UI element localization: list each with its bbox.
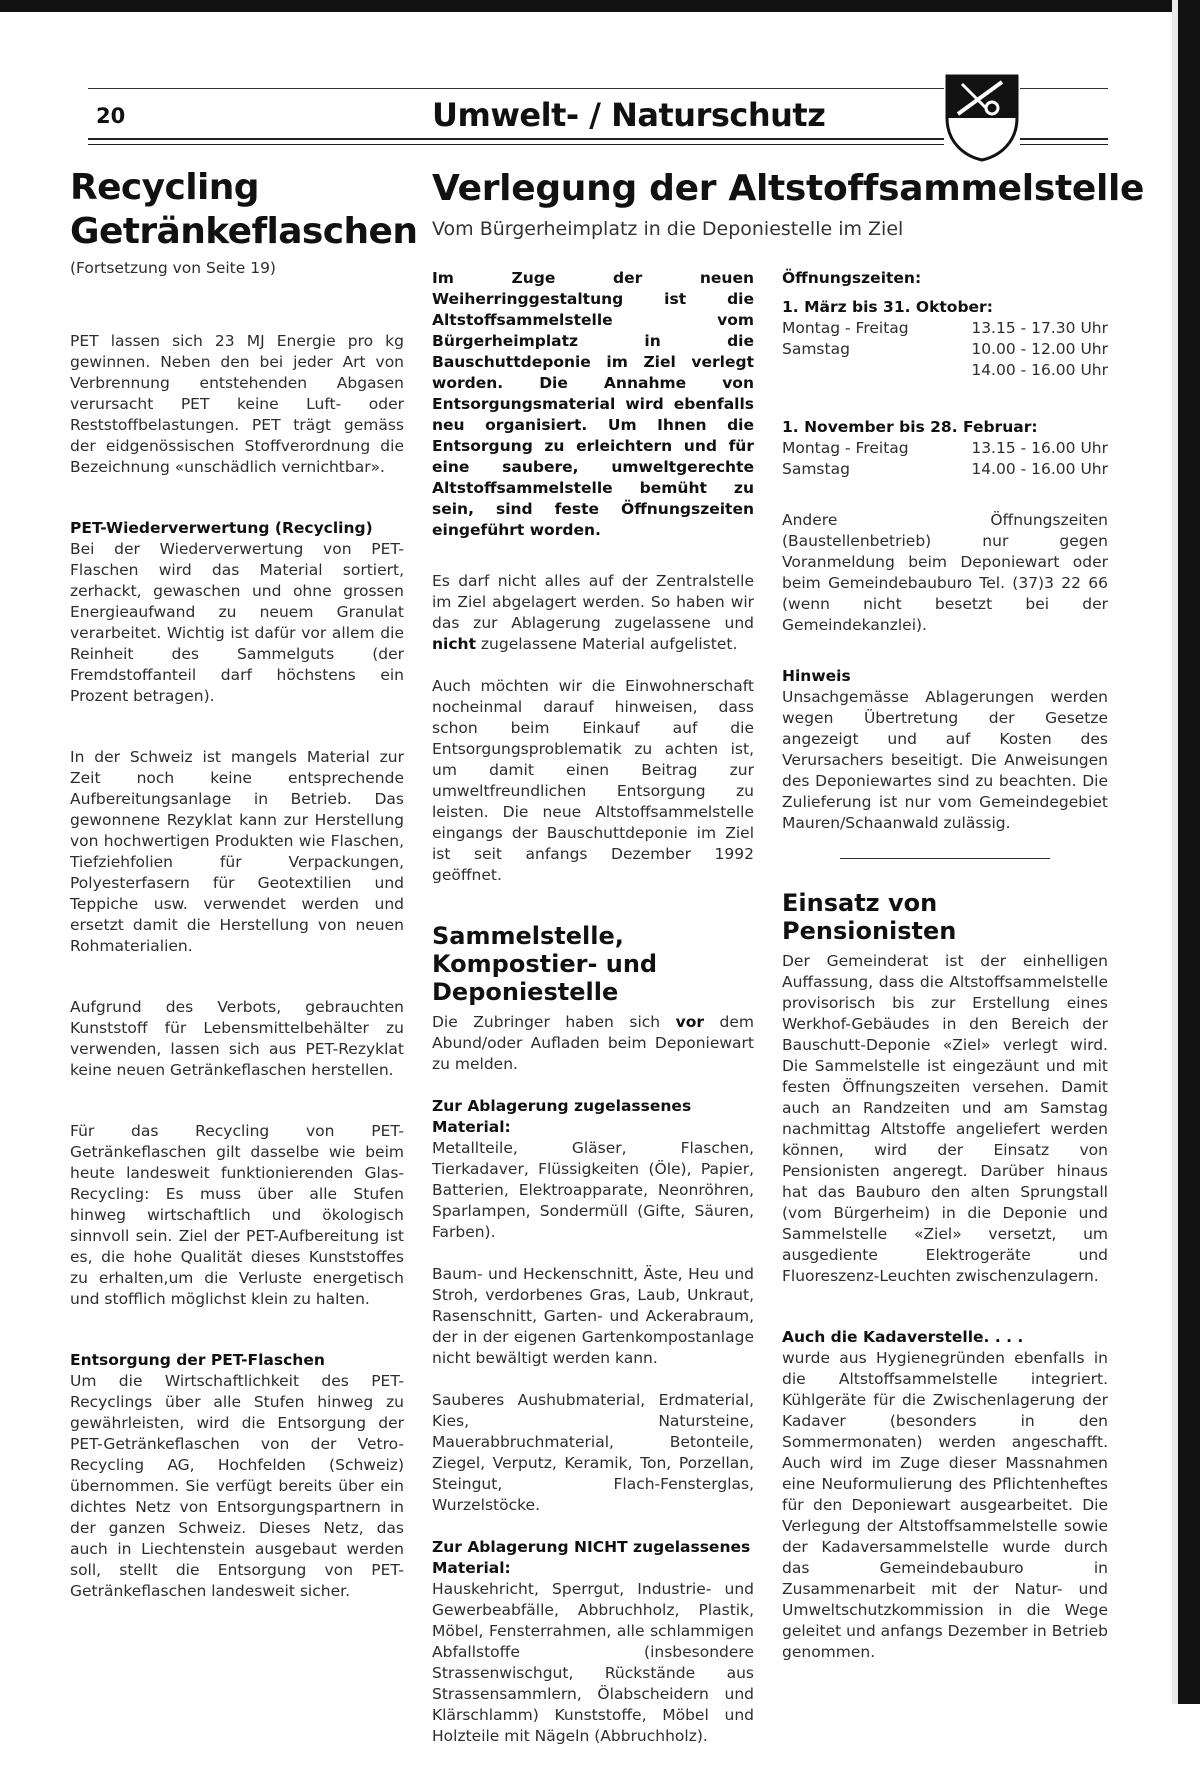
- paragraph: Aufgrund des Verbots, gebrauchten Kunststoff für Lebensmittelbehälter zu verwenden, lassen sich aus PET-Rezyklat keine neuen Getränkeflaschen herstellen.: [70, 998, 404, 1079]
- paragraph: Baum- und Heckenschnitt, Äste, Heu und Stroh, verdorbenes Gras, Laub, Unkraut, Rasenschnitt, Garten- und Ackerabraum, der in der eigenen Gartenkompostanlage nicht bewältigt werden kann.: [432, 1265, 754, 1367]
- right-column: [782, 268, 1108, 1684]
- paragraph: Für das Recycling von PET-Getränkeflaschen gilt dasselbe wie beim heute landesweit funktionierenden Glas-Recycling: Es muss über alle Stufen hinweg wirtschaftlich und ökologisch sinnvoll sein. Ziel der PET-Aufbereitung ist es, die hohe Qualität dieses Kunststoffes zu erhalten,um die Verluste energetisch und stofflich möglichst klein zu halten.: [70, 1122, 404, 1308]
- subheading-zugelassen: Zur Ablagerung zugelassenes Material:: [432, 1097, 692, 1136]
- section-divider: [840, 858, 1050, 859]
- hours-time: 10.00 - 12.00 Uhr: [971, 340, 1108, 358]
- header-rule-right-top: [1020, 88, 1108, 89]
- hours-day: Montag - Freitag: [782, 319, 909, 337]
- subheading-sammelstelle: Sammelstelle, Kompostier- und Deponiestelle: [432, 922, 658, 1006]
- paragraph: Bei der Wiederverwertung von PET-Flaschen wird das Material sortiert, zerhackt, gewaschen und ohne grossen Energieaufwand zu neuem Granulat verarbeitet. Wichtig ist dafür vor allem die Reinheit des Sammelguts (der Fremdstoffanteil darf höchstens ein Prozent betragen).: [70, 540, 404, 705]
- section-title: Umwelt- / Naturschutz: [432, 96, 826, 134]
- hours-row: [782, 318, 1108, 339]
- hours-time: 14.00 - 16.00 Uhr: [971, 460, 1108, 478]
- period-summer: 1. März bis 31. Oktober:: [782, 298, 993, 316]
- text-run: Die Zubringer haben sich: [432, 1013, 676, 1031]
- hours-title: Öffnungszeiten:: [782, 269, 922, 287]
- paragraph: Metallteile, Gläser, Flaschen, Tierkadaver, Flüssigkeiten (Öle), Papier, Batterien, Elektroapparate, Neonröhren, Sparlampen, Sondermüll (Gifte, Säuren, Farben).: [432, 1139, 754, 1241]
- hours-row: [782, 459, 1108, 480]
- scan-border-right: [1178, 0, 1200, 1704]
- left-article-title: [70, 166, 417, 254]
- hours-row: [782, 339, 1108, 360]
- hours-time: 14.00 - 16.00 Uhr: [971, 361, 1108, 379]
- hours-day: [782, 360, 962, 381]
- hours-day: Montag - Freitag: [782, 439, 909, 457]
- hours-time: 13.15 - 17.30 Uhr: [971, 319, 1108, 337]
- paragraph: Andere Öffnungszeiten (Baustellenbetrieb) nur gegen Voranmeldung beim Deponiewart oder beim Gemeindebauburo Tel. (37)3 22 66 (wenn nicht besetzt bei der Gemeindekanzlei).: [782, 511, 1108, 634]
- hours-day: Samstag: [782, 460, 850, 478]
- paragraph: [432, 1012, 754, 1075]
- paragraph: In der Schweiz ist mangels Material zur Zeit noch keine entsprechende Aufbereitungsanlage in Betrieb. Das gewonnene Rezyklat kann zur Herstellung von hochwertigen Produkten wie Flaschen, Tiefziehfolien für Verpackungen, Polyesterfasern für Geotextilien und Teppiche usw. verwendet werden und ersetzt damit die Herstellung von neuen Rohmaterialien.: [70, 748, 404, 955]
- paragraph: Um die Wirtschaftlichkeit des PET-Recyclings über alle Stufen hinweg zu gewährleisten, wird die Entsorgung der PET-Getränkeflaschen von der Vetro-Recycling AG, Hochfelden (Schweiz) übernommen. Sie verfügt bereits über ein dichtes Netz von Entsorgungspartnern in der ganzen Schweiz. Dieses Netz, das auch in Liechtenstein ausgebaut werden soll, stellt die Entsorgung von PET-Getränkeflaschen landesweit sicher.: [70, 1372, 404, 1600]
- hours-day: Samstag: [782, 340, 850, 358]
- header-rule-top: [88, 88, 944, 89]
- header-rule-right-bottom-thin: [1020, 144, 1108, 145]
- continuation-note: (Fortsetzung von Seite 19): [70, 259, 276, 277]
- subheading-kadaverstelle: Auch die Kadaverstelle. . . .: [782, 1328, 1024, 1346]
- subheading-nicht-zugelassen: Zur Ablagerung NICHT zugelassenes Material:: [432, 1538, 751, 1577]
- header-rule-bottom-thin: [88, 144, 944, 145]
- text-run-bold: nicht: [432, 635, 476, 653]
- left-title-line1: Recycling: [70, 167, 259, 208]
- period-winter: 1. November bis 28. Februar:: [782, 418, 1038, 436]
- subheading-pensionisten: Einsatz von Pensionisten: [782, 889, 957, 945]
- paragraph: PET lassen sich 23 MJ Energie pro kg gewinnen. Neben den bei jeder Art von Verbrennung entstehenden Abgasen verursacht PET keine Luft- oder Reststoffbelastungen. PET trägt gemäss der eidgenössischen Stoffverordnung die Bezeichnung «unschädlich vernichtbar».: [70, 332, 404, 476]
- paragraph: Unsachgemässe Ablagerungen werden wegen Übertretung der Gesetze angezeigt und auf Kosten des Verursachers beseitigt. Die Anweisungen des Deponiewartes sind zu beachten. Die Zulieferung ist nur vom Gemeindegebiet Mauren/Schaanwald zulässig.: [782, 688, 1108, 832]
- middle-column: [432, 268, 754, 1768]
- hours-row: [782, 438, 1108, 459]
- main-article-title: Verlegung der Altstoffsammelstelle: [432, 168, 1145, 209]
- text-run: Es darf nicht alles auf der Zentralstelle im Ziel abgelagert werden. So haben wir das zur Ablagerung zugelassene und: [432, 572, 754, 632]
- paragraph: Der Gemeinderat ist der einhelligen Auffassung, dass die Altstoffsammelstelle provisorisch bis zur Erstellung eines Werkhof-Gebäudes in den Bereich der Bauschutt-Deponie «Ziel» verlegt wird. Die Sammelstelle ist eingezäunt und mit festen Öffnungszeiten versehen. Damit auch an Randzeiten und am Samstag nachmittag Altstoffe angeliefert werden können, wird der Einsatz von Pensionisten angeregt. Darüber hinaus hat das Bauburo den alten Sprungstall (vom Bürgerheim) in die Deponie und Sammelstelle «Ziel» versetzt, um ausgediente Elektrogeräte und Fluoreszenz-Leuchten zwischenzulagern.: [782, 952, 1108, 1285]
- paragraph: [432, 571, 754, 655]
- subheading-entsorgung: Entsorgung der PET-Flaschen: [70, 1351, 325, 1369]
- paragraph: Hauskehricht, Sperrgut, Industrie- und Gewerbeabfälle, Abbruchholz, Plastik, Möbel, Fensterrahmen, alle schlammigen Abfallstoffe (insbesondere Strassenwischgut, Rückstände aus Strassensammlern, Ölabscheidern und Klärschlamm) Kunststoffe, Möbel und Holzteile mit Nägeln (Abbruchholz).: [432, 1580, 754, 1745]
- paragraph: Sauberes Aushubmaterial, Erdmaterial, Kies, Natursteine, Mauerabbruchmaterial, Betonteile, Ziegel, Verputz, Keramik, Ton, Porzellan, Steingut, Flach-Fensterglas, Wurzelstöcke.: [432, 1391, 754, 1514]
- hours-time: 13.15 - 16.00 Uhr: [971, 439, 1108, 457]
- lead-paragraph: Im Zuge der neuen Weiherringgestaltung ist die Altstoffsammelstelle vom Bürgerheimplatz in die Bauschuttdeponie im Ziel verlegt worden. Die Annahme von Entsorgungsmaterial wird ebenfalls neu organisiert. Um Ihnen die Entsorgung zu erleichtern und für eine saubere, umweltgerechte Altstoffsammelstelle bemüht zu sein, sind feste Öffnungszeiten eingeführt worden.: [432, 269, 754, 539]
- hours-row: [782, 360, 1108, 381]
- subheading-recycling: PET-Wiederverwertung (Recycling): [70, 519, 373, 537]
- coat-of-arms-icon: [944, 74, 1020, 162]
- paragraph: Auch möchten wir die Einwohnerschaft nocheinmal darauf hinweisen, dass schon beim Einkauf auf die Entsorgungsproblematik zu achten ist, um damit einen Beitrag zur umweltfreundlichen Entsorgung zu leisten. Die neue Altstoffsammelstelle eingangs der Bauschuttdeponie im Ziel ist seit anfangs Dezember 1992 geöffnet.: [432, 677, 754, 884]
- text-run-bold: vor: [675, 1013, 705, 1031]
- left-title-line2: Getränkeflaschen: [70, 211, 418, 252]
- scan-border-top: [0, 0, 1200, 12]
- header-rule-right-bottom: [1020, 138, 1108, 140]
- main-article-subtitle: Vom Bürgerheimplatz in die Deponiestelle im Ziel: [432, 218, 904, 240]
- header-rule-bottom: [88, 138, 944, 140]
- page-number: 20: [96, 104, 126, 128]
- left-column: [70, 258, 404, 1623]
- text-run: dem Abund/oder Aufladen beim Deponiewart zu melden.: [432, 1013, 755, 1073]
- paragraph: wurde aus Hygienegründen ebenfalls in die Altstoffsammelstelle integriert. Kühlgeräte für die Zwischenlagerung der Kadaver (besonders in den Sommermonaten) werden angeschafft. Auch wird im Zuge dieser Massnahmen eine Neuformulierung des Pflichtenheftes für den Deponiewart ausgearbeitet. Die Verlegung der Altstoffsammelstelle sowie der Kadaversammelstelle wurde durch das Gemeindebauburo in Zusammenarbeit mit der Natur- und Umweltschutzkommission in die Wege geleitet und anfangs Dezember in Betrieb genommen.: [782, 1349, 1108, 1661]
- subheading-hinweis: Hinweis: [782, 667, 851, 685]
- text-run: zugelassene Material aufgelistet.: [475, 635, 738, 653]
